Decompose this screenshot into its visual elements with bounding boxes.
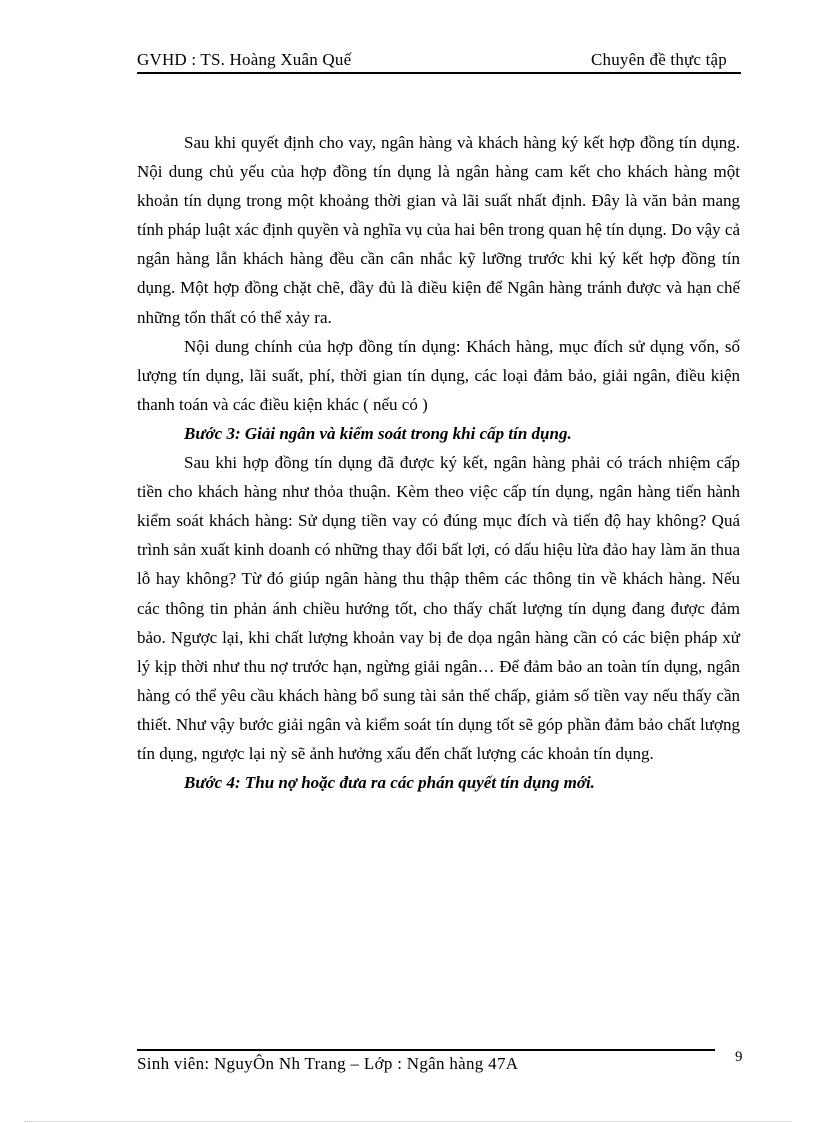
footer-divider — [137, 1049, 715, 1051]
page-number: 9 — [735, 1049, 743, 1065]
paragraph-contract-signing: Sau khi quyết định cho vay, ngân hàng và khách hàng ký kết hợp đồng tín dụng. Nội dung chủ yếu của hợp đồng tín dụng là ngân hàng cam kết cho khách hàng một khoản tín dụng trong một khoảng thời gian và lãi suất nhất định. Đây là văn bản mang tính pháp luật xác định quyền và nghĩa vụ của hai bên trong quan hệ tín dụng. Do vậy cả ngân hàng lẫn khách hàng đều cần cân nhắc kỹ lưỡng trước khi ký kết hợp đồng tín dụng. Một hợp đồng chặt chẽ, đầy đủ là điều kiện để Ngân hàng tránh được và hạn chế những tổn thất có thể xảy ra. — [137, 133, 740, 327]
page-body — [137, 128, 740, 797]
header-report-type: Chuyên đề thực tập — [590, 50, 727, 69]
footer-student-info: Sinh viên: NguyÔn Nh Trang – Lớp : Ngân hàng 47A — [137, 1054, 519, 1073]
step-3-heading: Bước 3: Giải ngân và kiểm soát trong khi cấp tín dụng. — [184, 423, 572, 443]
header-divider — [137, 72, 741, 74]
page-bottom-edge — [24, 1121, 792, 1122]
paragraph-contract-contents: Nội dung chính của hợp đồng tín dụng: Khách hàng, mục đích sử dụng vốn, số lượng tín dụng, lãi suất, phí, thời gian tín dụng, các loại đảm bảo, giải ngân, điều kiện thanh toán và các điều kiện khác ( nếu có ) — [137, 336, 740, 414]
paragraph-disbursement-control: Sau khi hợp đồng tín dụng đã được ký kết, ngân hàng phải có trách nhiệm cấp tiền cho khách hàng như thỏa thuận. Kèm theo việc cấp tín dụng, ngân hàng tiến hành kiểm soát khách hàng: Sử dụng tiền vay có đúng mục đích và tiến độ hay không? Quá trình sản xuất kinh doanh có những thay đổi bất lợi, có dấu hiệu lừa đảo hay làm ăn thua lỗ hay không? Từ đó giúp ngân hàng thu thập thêm các thông tin về khách hàng. Nếu các thông tin phản ánh chiều hướng tốt, cho thấy chất lượng tín dụng đang được đảm bảo. Ngược lại, khi chất lượng khoản vay bị đe dọa ngân hàng cần có các biện pháp xử lý kịp thời như thu nợ trước hạn, ngừng giải ngân… Để đảm bảo an toàn tín dụng, ngân hàng có thể yêu cầu khách hàng bổ sung tài sản thế chấp, giảm số tiền vay nếu thấy cần thiết. Như vậy bước giải ngân và kiểm soát tín dụng tốt sẽ góp phần đảm bảo chất lượng tín dụng, ngược lại nỳ sẽ ảnh hưởng xấu đến chất lượng các khoản tín dụng. — [137, 453, 740, 763]
header-advisor: GVHD : TS. Hoàng Xuân Quế — [137, 50, 352, 69]
step-4-heading: Bước 4: Thu nợ hoặc đưa ra các phán quyết tín dụng mới. — [184, 773, 595, 793]
